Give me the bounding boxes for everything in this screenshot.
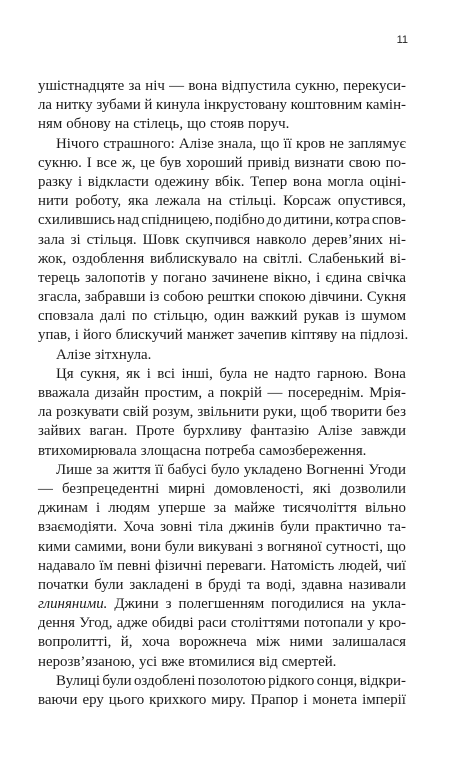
text-line: Ця сукня, як і всі інші, була не надто гарною. Вона: [56, 365, 406, 382]
text-line: разку і відкласти одежину вбік. Тепер вона могла оціні-: [38, 173, 406, 190]
text-line: Лише за життя її бабусі було укладено Вогненні Угоди: [56, 461, 406, 478]
text-line: зала зі стільця. Шовк скупчився навколо дерев’яних ні-: [38, 231, 406, 248]
text-line: сукню. І все ж, це був хороший привід визнати свою по-: [38, 154, 406, 171]
text-line: сповзала далі по стільцю, один важкий рукав із шумом: [38, 308, 406, 325]
text-line: ваючи еру цього крихкого миру. Прапор і монета імперії: [38, 692, 406, 708]
text-line: Нічого страшного: Алізе знала, що її кров не заплямує: [56, 135, 406, 152]
text-line: Вулиці були оздоблені позолотою рідкого сонця, відкри-: [56, 672, 406, 689]
text-line: дення Угод, адже обидві раси століттями потопали у кро-: [38, 615, 406, 632]
text-line: нити роботу, яка лежала на стільці. Корсаж опустився,: [38, 193, 406, 210]
text-line: Алізе зітхнула.: [56, 346, 152, 363]
text-line: ням обнову на стілець, що стояв поруч.: [38, 116, 290, 133]
text-line: ла розкувати свій розум, звільнити руки, щоб творити без: [38, 404, 406, 421]
text-line: вважала дизайн простим, а покрій — посереднім. Мрія-: [38, 385, 406, 401]
text-line: схилившись над спідницею, подібно до дитини, котра спов-: [38, 212, 406, 229]
text-line: джинам і людям уперше за майже тисячоліття вільно: [38, 500, 406, 517]
text-line: ла нитку зубами й кинула інкрустовану коштовним камін-: [38, 97, 406, 114]
text-line: початки були закладені в бруді та воді, здавна називали: [38, 576, 406, 593]
text-line: втихомирювала злощасна потреба самозбереження.: [38, 442, 367, 459]
text-line: терець залопотів у погано зачинене вікно, і єдина свічка: [38, 269, 406, 286]
text-line: надавало їм певні фізичні переваги. Натомість людей, чиї: [38, 557, 406, 574]
text-line: взаємодіяти. Хоча зовні тіла джинів були практично та-: [38, 519, 406, 536]
text-line: згасла, забравши із собою рештки спокою дівчини. Сукня: [38, 289, 406, 306]
text-line: ушістнадцяте за ніч — вона відпустила сукню, перекуси-: [38, 78, 406, 94]
text-line: глиняними. Джини з полегшенням погодилися на укла-: [38, 596, 406, 613]
text-line: — безпрецедентні мирні домовленості, які дозволили: [38, 480, 406, 497]
text-line: жок, оздоблення виблискувало на світлі. Слабенький ві-: [38, 250, 406, 267]
text-line: вопролитті, й, хоча ворожнеча між ними залишалася: [38, 634, 406, 651]
page-number: 11: [396, 34, 408, 46]
text-line: упав, і його блискучий манжет зачепив кіптяву на підлозі.: [38, 327, 409, 344]
text-line: зайвих ваган. Проте бурхливу фантазію Алізе завжди: [38, 423, 406, 440]
text-line: нерозв’язаною, усі вже втомилися від смертей.: [38, 653, 337, 670]
text-line: кими самими, вони були викувані з вогняної сутності, що: [38, 538, 406, 555]
body-text: [38, 77, 409, 710]
